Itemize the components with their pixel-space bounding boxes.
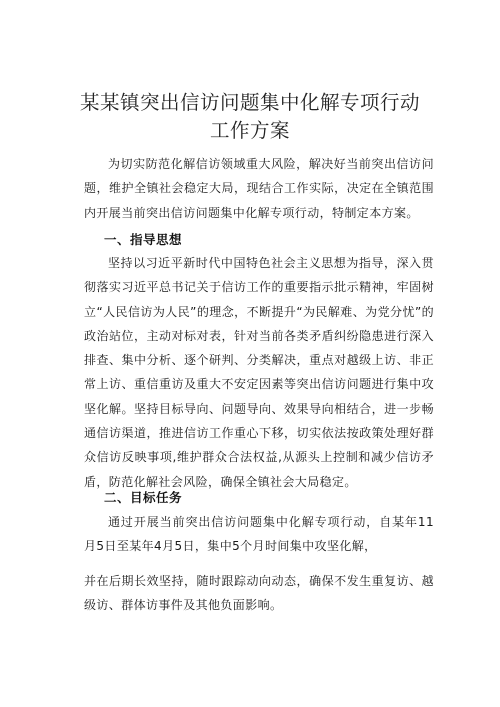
section2-paragraph-a: 通过开展当前突出信访问题集中化解专项行动，自某年11月5日至某年4月5日，集中5个月时间集中攻坚化解， (84, 515, 434, 554)
section1-heading: 一、指导思想 (104, 232, 183, 247)
section1-paragraph: 坚持以习近平新时代中国特色社会主义思想为指导，深入贯彻落实习近平总书记关于信访工作的重要指示批示精神，牢固树立“人民信访为人民”的理念，不断提升“为民解难、为党分忧”的政治站位，主动对标对表，针对当前各类矛盾纠纷隐患进行深入排查、集中分析、逐个研判、分类解决，重点对越级上访、非正常上访、重信重访及重大不安定因素等突出信访问题进行集中攻坚化解。坚持目标导向、问题导向、效果导向相结合，进一步畅通信访渠道，推进信访工作重心下移，切实依法按政策处理好群众信访反映事项,维护群众合法权益,从源头上控制和减少信访矛盾，防范化解社会风险，确保全镇社会大局稳定。 (84, 256, 434, 489)
section2-paragraph-b: 并在后期长效坚持，随时跟踪动向动态，确保不发生重复访、越级访、群体访事件及其他负面影响。 (84, 574, 434, 613)
section2-heading: 二、目标任务 (104, 490, 183, 505)
intro-paragraph: 为切实防范化解信访领域重大风险，解决好当前突出信访问题，维护全镇社会稳定大局，现结合工作实际，决定在全镇范围内开展当前突出信访问题集中化解专项行动，特制定本方案。 (84, 157, 434, 220)
document-title-line1: 某某镇突出信访问题集中化解专项行动 (79, 91, 420, 114)
document-title-line2: 工作方案 (209, 119, 290, 142)
